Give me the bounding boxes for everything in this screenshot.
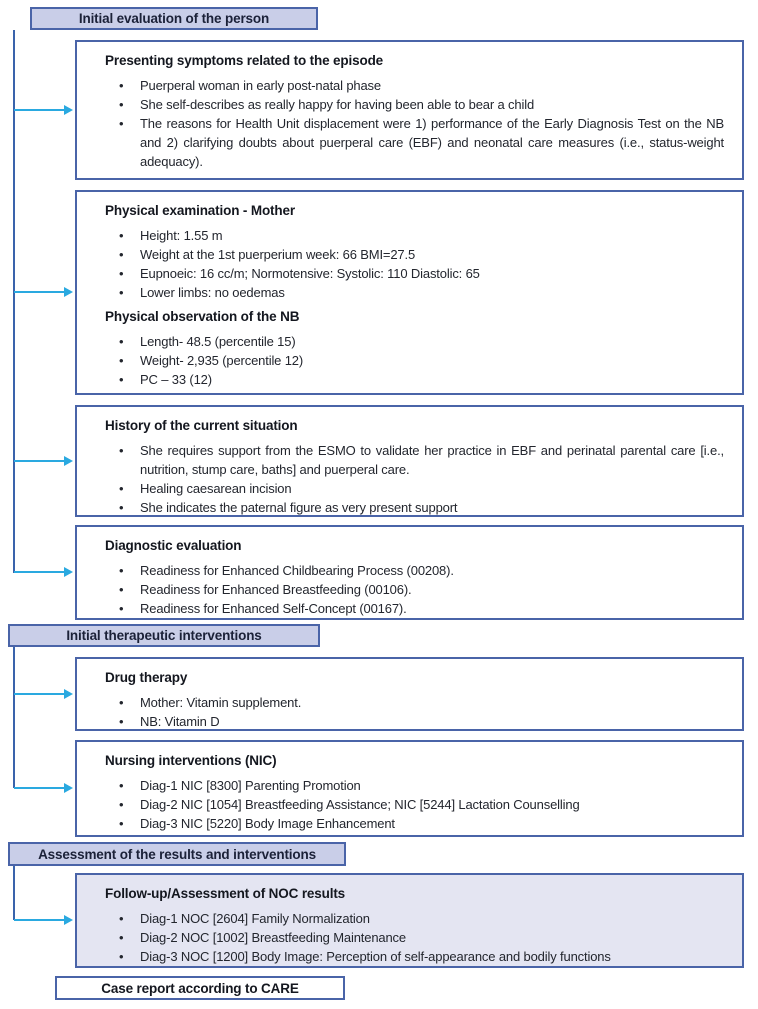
bullet-item: • Eupnoeic: 16 cc/m; Normotensive: Systolic: 110 Diastolic: 65 <box>119 264 724 283</box>
bullet-item: • Diag-1 NOC [2604] Family Normalization <box>119 909 724 928</box>
bullet-item: • Puerperal woman in early post-natal phase <box>119 76 724 95</box>
box-diagnostic-evaluation <box>75 525 744 620</box>
arrow-head-icon <box>64 689 73 699</box>
arrow-to-history <box>14 455 73 467</box>
bullet-item: • Diag-2 NOC [1002] Breastfeeding Maintenance <box>119 928 724 947</box>
arrow-shaft <box>14 460 65 462</box>
bullet-item: • Length- 48.5 (percentile 15) <box>119 332 724 351</box>
bullet-item: • She indicates the paternal figure as very present support <box>119 498 724 517</box>
arrow-head-icon <box>64 915 73 925</box>
box-noc-results <box>75 873 744 968</box>
bullet-item: • The reasons for Health Unit displacement were 1) performance of the Early Diagnosis Test on the NB and 2) clarifying doubts about puerperal care (EBF) and neonatal care measures (i.e., status-weight adequacy). <box>119 114 724 171</box>
section-header-initial-evaluation <box>30 7 318 30</box>
bullet-item: • NB: Vitamin D <box>119 712 724 731</box>
section-header-label: Initial therapeutic interventions <box>66 628 262 643</box>
bullet-item: • Diag-3 NIC [5220] Body Image Enhancement <box>119 814 724 833</box>
section3-connector-line <box>13 866 15 920</box>
section-header-label: Assessment of the results and interventions <box>38 846 316 862</box>
box-presenting-symptoms <box>75 40 744 180</box>
arrow-to-noc-results <box>14 914 73 926</box>
bullet-item: • Lower limbs: no oedemas <box>119 283 724 302</box>
arrow-head-icon <box>64 783 73 793</box>
arrow-shaft <box>14 571 65 573</box>
bullet-list <box>105 693 724 731</box>
bullet-list <box>105 226 724 302</box>
bullet-item: • Readiness for Enhanced Self-Concept (00167). <box>119 599 724 618</box>
arrow-to-physical-examination <box>14 286 73 298</box>
footer-case-report-box <box>55 976 345 1000</box>
arrow-to-presenting-symptoms <box>14 104 73 116</box>
bullet-item: • Mother: Vitamin supplement. <box>119 693 724 712</box>
arrow-head-icon <box>64 287 73 297</box>
arrow-shaft <box>14 919 65 921</box>
bullet-list <box>105 441 724 517</box>
bullet-item: • Weight at the 1st puerperium week: 66 BMI=27.5 <box>119 245 724 264</box>
box-title: Drug therapy <box>105 670 188 685</box>
bullet-list <box>105 561 724 618</box>
box-drug-therapy <box>75 657 744 731</box>
arrow-head-icon <box>64 567 73 577</box>
bullet-item: • Weight- 2,935 (percentile 12) <box>119 351 724 370</box>
bullet-item: • Diag-1 NIC [8300] Parenting Promotion <box>119 776 724 795</box>
bullet-list <box>105 776 724 833</box>
box-title: Presenting symptoms related to the episode <box>105 53 384 68</box>
bullet-item: • Healing caesarean incision <box>119 479 724 498</box>
arrow-to-nursing-interventions <box>14 782 73 794</box>
box-history-current-situation <box>75 405 744 517</box>
bullet-item: • She requires support from the ESMO to validate her practice in EBF and perinatal parental care [i.e., nutrition, stump care, baths] and puerperal care. <box>119 441 724 479</box>
arrow-to-diagnostic-evaluation <box>14 566 73 578</box>
bullet-item: • Diag-2 NIC [1054] Breastfeeding Assistance; NIC [5244] Lactation Counselling <box>119 795 724 814</box>
arrow-head-icon <box>64 456 73 466</box>
box-nursing-interventions <box>75 740 744 837</box>
bullet-item: • PC – 33 (12) <box>119 370 724 389</box>
section-header-therapeutic-interventions <box>8 624 320 647</box>
arrow-shaft <box>14 109 65 111</box>
arrow-shaft <box>14 787 65 789</box>
bullet-list <box>105 332 724 389</box>
bullet-item: • Readiness for Enhanced Breastfeeding (00106). <box>119 580 724 599</box>
footer-label: Case report according to CARE <box>101 980 299 996</box>
box-title: Nursing interventions (NIC) <box>105 753 277 768</box>
section2-connector-line <box>13 647 15 788</box>
section-header-label: Initial evaluation of the person <box>78 11 270 26</box>
box-subtitle: Physical observation of the NB <box>105 309 300 324</box>
arrow-head-icon <box>64 105 73 115</box>
box-physical-examination <box>75 190 744 395</box>
arrow-shaft <box>14 693 65 695</box>
arrow-shaft <box>14 291 65 293</box>
bullet-list <box>105 76 724 171</box>
box-title: Physical examination - Mother <box>105 203 295 218</box>
bullet-item: • She self-describes as really happy for having been able to bear a child <box>119 95 724 114</box>
bullet-list <box>105 909 724 966</box>
box-title: Follow-up/Assessment of NOC results <box>105 886 346 901</box>
bullet-item: • Readiness for Enhanced Childbearing Process (00208). <box>119 561 724 580</box>
section-header-assessment-results <box>8 842 346 866</box>
bullet-item: • Diag-3 NOC [1200] Body Image: Perception of self-appearance and bodily functions <box>119 947 724 966</box>
box-title: History of the current situation <box>105 418 298 433</box>
bullet-item: • Height: 1.55 m <box>119 226 724 245</box>
arrow-to-drug-therapy <box>14 688 73 700</box>
box-title: Diagnostic evaluation <box>105 538 242 553</box>
